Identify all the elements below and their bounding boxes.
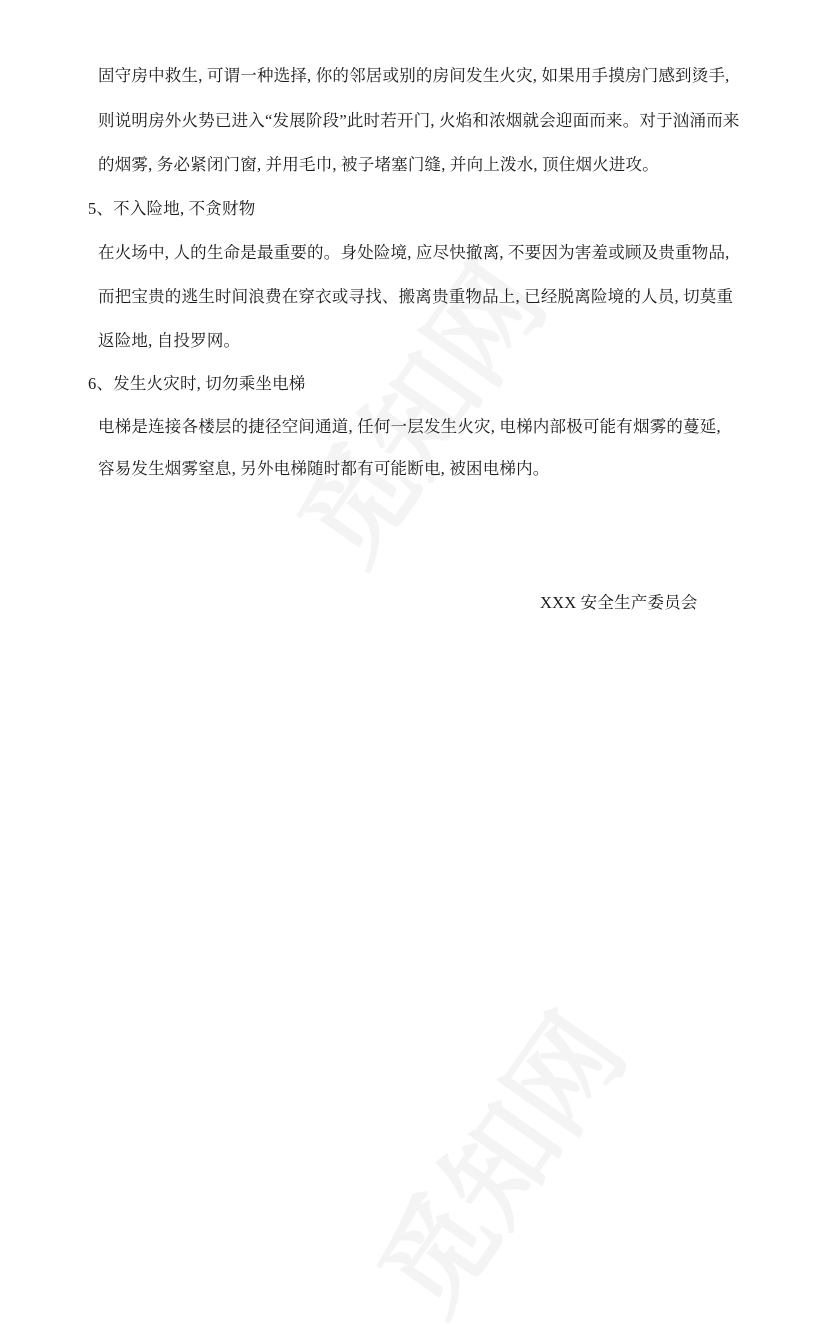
section-heading: 6、发生火灾时, 切勿乘坐电梯 [88,374,306,393]
paragraph-line: 固守房中救生, 可谓一种选择, 你的邻居或别的房间发生火灾, 如果用手摸房门感到烫手, [98,66,730,85]
section-heading: 5、不入险地, 不贪财物 [88,199,256,218]
watermark [336,979,655,1339]
watermark [256,229,575,590]
paragraph-line: 而把宝贵的逃生时间浪费在穿衣或寻找、搬离贵重物品上, 已经脱离险境的人员, 切莫重 [98,287,734,306]
paragraph-line: 容易发生烟雾窒息, 另外电梯随时都有可能断电, 被困电梯内。 [98,459,550,478]
paragraph-line: 的烟雾, 务必紧闭门窗, 并用毛巾, 被子堵塞门缝, 并向上泼水, 顶住烟火进攻。 [98,155,659,174]
paragraph-line: 在火场中, 人的生命是最重要的。身处险境, 应尽快撤离, 不要因为害羞或顾及贵重物品, [98,243,730,262]
signature: XXX 安全生产委员会 [540,593,698,612]
paragraph-line: 返险地, 自投罗网。 [98,331,241,350]
paragraph-line: 则说明房外火势已进入“发展阶段”此时若开门, 火焰和浓烟就会迎面而来。对于汹涌而来 [98,111,740,130]
paragraph-line: 电梯是连接各楼层的捷径空间通道, 任何一层发生火灾, 电梯内部极可能有烟雾的蔓延, [98,417,721,436]
